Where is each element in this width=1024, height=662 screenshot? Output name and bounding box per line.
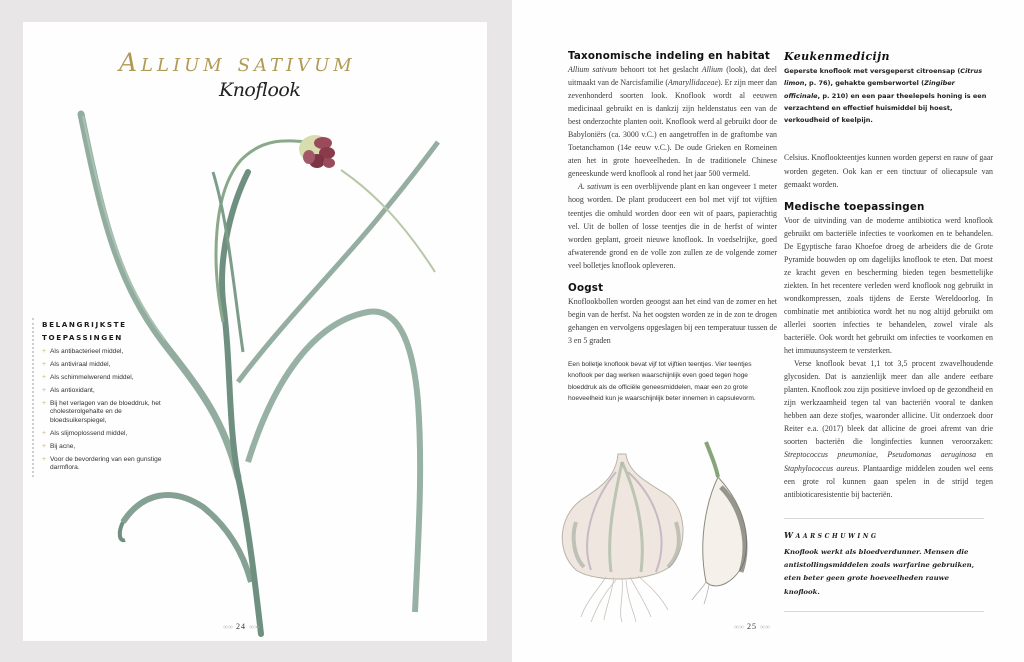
harvest-continued-paragraph: Celsius. Knoflookteentjes kunnen worden geperst en rauw of gaar worden gegeten. Ook kan er een tinctuur of oliecapsule van gemaakt worden. <box>784 153 993 189</box>
page-number-right: ∞∞ 25 ∞∞ <box>734 622 770 631</box>
list-item: + Als antioxidant, <box>42 387 167 395</box>
taxonomy-paragraph-2: A. sativum is een overblijvende plant en kan ongeveer 1 meter hoog worden. De plant produceert een bol met vijf tot vijftien teentjes die omhuld worden door een wit of paars, papierachtig vel. Uit de bollen of losse teentjes die in de herfst of winter worden geplant, groeit nieuwe knoflook. In voedselrijke, goed afwaterende grond en de volle zon zullen ze de volgende zomer veel bolletjes knoflook opleveren. <box>568 182 778 270</box>
list-item: + Bij het verlagen van de bloeddruk, het cholesterolgehalte en de bloedsuikerspiegel, <box>42 400 167 425</box>
section-heading-medical: Medische toepassingen <box>784 200 925 213</box>
uses-list <box>42 348 167 473</box>
garlic-bulb-illustration <box>556 432 756 622</box>
text-column-left <box>568 50 777 405</box>
text-column-right <box>784 50 993 501</box>
medical-paragraph-2: Verse knoflook bevat 1,1 tot 3,5 procent zwavelhoudende glycosiden. Dat is aanzienlijk meer dan alle andere eetbare planten. Knoflook zou zijn positieve invloed op de gezondheid en zijn werkzaamheid tegen tal van bacteriën vooral te danken hebben aan deze stofjes, waaronder allicine. Uit onderzoek door Reiter e.a. (2017) bleek dat allicine de groei afremt van drie soorten bacteriën die longinfecties kunnen veroorzaken: Streptococcus pneumoniae, Pseudomonas aeruginosa en Staphylococcus aureus. Plantaardige middelen zouden wel eens een grote rol kunnen gaan spelen in de strijd tegen antibioticaresistentie bij bacteriën. <box>784 359 993 499</box>
taxonomy-paragraph-1: Allium sativum behoort tot het geslacht Allium (look), dat deel uitmaakt van de Narcisfamilie (Amaryllidaceae). Er zijn meer dan zevenhonderd soorten look. Knoflook wordt al eeuwen medicinaal gebruikt en is dankzij zijn heldenstatus een van de best onderzochte planten ooit. Knoflook werd al gebruikt door de Babyloniërs (ca. 3000 v.C.) en aangetroffen in de graftombe van Toetanchamon (14e eeuw v.C.). De oude Grieken en Romeinen aten het in grote hoeveelheden. In de traditionele Chinese geneeskunde werd knoflook al rond het jaar 500 vermeld. <box>568 65 777 179</box>
list-item: + Als slijmoplossend middel, <box>42 430 167 438</box>
list-item: + Als schimmelwerend middel, <box>42 374 167 382</box>
list-item: + Als antibacterieel middel, <box>42 348 167 356</box>
list-item: + Als antiviraal middel, <box>42 361 167 369</box>
page-title: Allium sativum <box>119 48 356 77</box>
page-number-left: ∞∞ 24 ∞∞ <box>223 622 259 631</box>
ornament-icon: ∞∞ <box>223 623 233 631</box>
list-item: + Voor de bevordering van een gunstige darmflora. <box>42 456 167 473</box>
section-heading-taxonomy: Taxonomische indeling en habitat <box>568 50 770 62</box>
section-heading-harvest: Oogst <box>568 281 604 294</box>
main-uses-box <box>32 318 167 477</box>
uses-heading: BELANGRIJKSTE TOEPASSINGEN <box>42 320 127 342</box>
ornament-icon: ∞∞ <box>759 623 770 631</box>
medical-paragraph-1: Voor de uitvinding van de moderne antibiotica werd knoflook gebruikt om bacteriële infecties te voorkomen en te behandelen. De Egyptische farao Khoefoe droeg de arbeiders die de Grote Pyramide bouwden op om dagelijks knoflook te eten. Dat moest ze kracht geven en bescherming bieden tegen besmettelijke ziekten. In het recentere verleden werd knoflook nog gebruikt in wondkompressen, zoals tijdens de Eerste Wereldoorlog. In combinatie met antibiotica wordt het nu nog altijd gebruikt om allerlei soorten infecties te behandelen, zowel virale als bacteriële. Ook wordt het gebruikt om infecties te voorkomen en het immuunsysteem te versterken. <box>784 215 993 356</box>
warning-text: Knoflook werkt als bloedverdunner. Mensen die antistollingsmiddelen zoals warfarine gebruiken, eten beter geen grote hoeveelheden rauwe knoflook. <box>784 548 975 596</box>
ornament-icon: ∞∞ <box>248 623 259 631</box>
right-page <box>512 0 1024 662</box>
page-subtitle: Knoflook <box>219 79 301 101</box>
harvest-note: Een bolletje knoflook bevat vijf tot vijftien teentjes. Vier teentjes knoflook per dag werken waarschijnlijk even goed tegen hoge bloeddruk als de officiële geneesmiddelen, maar een zo grote hoeveelheid kun je waarschijnlijk beter innemen in capsulevorm. <box>568 360 756 403</box>
list-item: + Bij acne, <box>42 443 167 451</box>
left-page <box>23 22 487 641</box>
harvest-paragraph: Knoflookbollen worden geoogst aan het eind van de zomer en het begin van de herfst. Na het oogsten worden ze in de zon te drogen gehangen en vervolgens opgeslagen bij een temperatuur tussen de 3 en 5 graden <box>568 296 777 345</box>
section-heading-kitchen: Keukenmedicijn <box>784 50 890 63</box>
kitchen-paragraph: Geperste knoflook met versgeperst citroensap (Citrus limon, p. 76), gehakte gemberwortel (Zingiber officinale, p. 210) en een paar theelepels honing is een verzachtend en effectief huismiddel bij hoest, verkoudheid of keelpijn. <box>784 67 987 125</box>
ornament-icon: ∞∞ <box>734 623 744 631</box>
flower-head <box>299 135 335 168</box>
warning-box <box>784 518 984 612</box>
warning-heading: Waarschuwing <box>784 530 879 540</box>
